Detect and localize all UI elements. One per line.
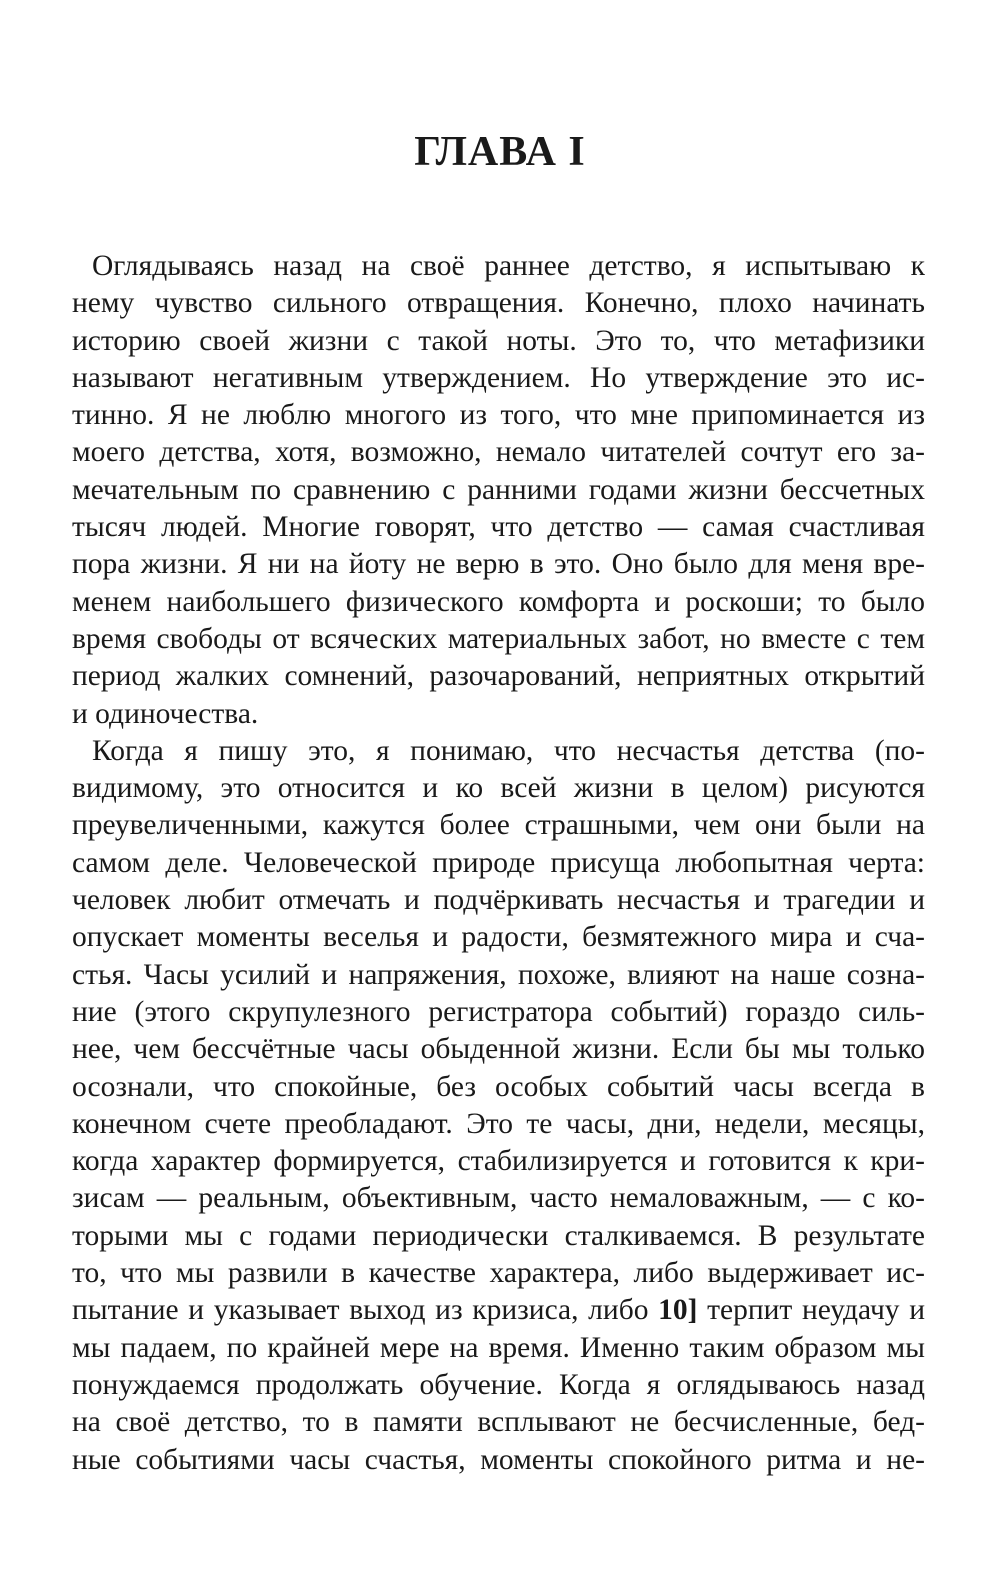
text-line: на своё детство, то в памяти всплывают не бесчисленные, бед- — [72, 1406, 925, 1439]
text-line: человек любит отмечать и подчёркивать несчастья и трагедии и — [72, 884, 925, 917]
text-line: нее, чем бессчётные часы обыденной жизни. Если бы мы только — [72, 1033, 925, 1066]
text-line: время свободы от всяческих материальных забот, но вместе с тем — [72, 622, 925, 655]
text-line: и одиночества. — [72, 697, 259, 730]
text-line: то, что мы развили в качестве характера, либо выдерживает ис- — [72, 1257, 925, 1290]
text-line: стья. Часы усилий и напряжения, похоже, влияют на наше созна- — [72, 958, 925, 991]
text-line: период жалких сомнений, разочарований, неприятных открытий — [72, 660, 925, 693]
text-line: мечательным по сравнению с ранними годами жизни бессчетных — [72, 473, 925, 506]
text-line: осознали, что спокойные, без особых событий часы всегда в — [72, 1070, 925, 1103]
text-line: зисам — реальным, объективным, часто немаловажным, — с ко- — [72, 1182, 925, 1215]
chapter-body — [72, 248, 925, 1479]
chapter-title: ГЛАВА I — [414, 129, 586, 175]
text-line: называют негативным утверждением. Но утверждение это ис- — [72, 361, 925, 394]
text-line — [72, 1292, 925, 1329]
page-marker: 10] — [658, 1294, 698, 1327]
text-line: тысяч людей. Многие говорят, что детство — самая счастливая — [72, 511, 925, 544]
text-line: опускает моменты веселья и радости, безмятежного мира и сча- — [72, 921, 925, 954]
text-line: когда характер формируется, стабилизируется и готовится к кри- — [72, 1145, 925, 1178]
text-line: понуждаемся продолжать обучение. Когда я оглядываюсь назад — [72, 1368, 925, 1401]
text-line: самом деле. Человеческой природе присуща любопытная черта: — [72, 846, 925, 879]
text-fragment: пытание и указывает выход из кризиса, либо — [72, 1294, 649, 1327]
text-line: тинно. Я не люблю многого из того, что мне припоминается из — [72, 399, 925, 432]
text-line: нему чувство сильного отвращения. Конечно, плохо начинать — [72, 287, 925, 320]
text-line: моего детства, хотя, возможно, немало читателей сочтут его за- — [72, 436, 925, 469]
text-line: Когда я пишу это, я понимаю, что несчастья детства (по- — [92, 734, 925, 767]
text-line: менем наибольшего физического комфорта и роскоши; то было — [72, 585, 925, 618]
text-line: пора жизни. Я ни на йоту не верю в это. Оно было для меня вре- — [72, 548, 925, 581]
text-line: торыми мы с годами периодически сталкиваемся. В результате — [72, 1219, 925, 1252]
text-line: преувеличенными, кажутся более страшными, чем они были на — [72, 809, 925, 842]
text-line: конечном счете преобладают. Это те часы, дни, недели, месяцы, — [72, 1107, 925, 1140]
text-line: ные событиями часы счастья, моменты спокойного ритма и не- — [72, 1443, 925, 1476]
text-line: ние (этого скрупулезного регистратора событий) гораздо силь- — [72, 995, 925, 1028]
text-line: Оглядываясь назад на своё раннее детство, я испытываю к — [92, 250, 925, 282]
text-line: видимому, это относится и ко всей жизни в целом) рисуются — [72, 772, 925, 805]
text-line: мы падаем, по крайней мере на время. Именно таким образом мы — [72, 1331, 925, 1364]
text-line: историю своей жизни с такой ноты. Это то, что метафизики — [72, 324, 925, 357]
text-fragment: терпит неудачу и — [707, 1294, 925, 1327]
